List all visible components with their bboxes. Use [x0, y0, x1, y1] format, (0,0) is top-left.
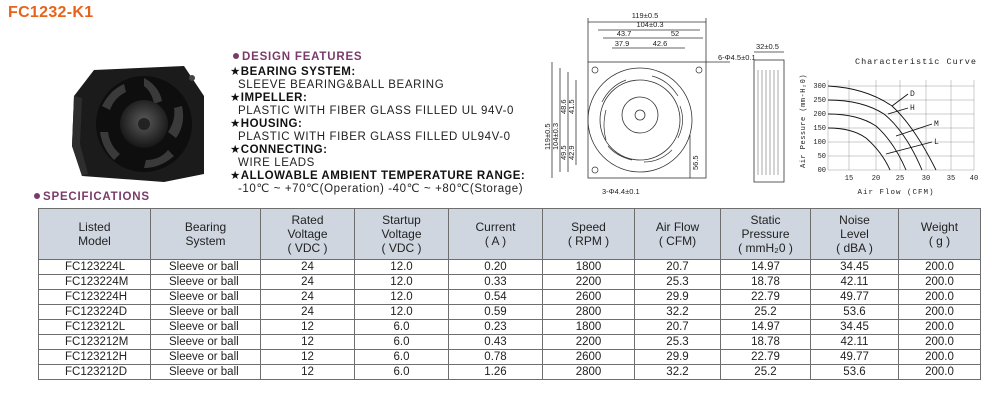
fan-photo	[64, 56, 210, 186]
table-cell: 32.2	[635, 365, 721, 380]
curve-line-l	[828, 128, 890, 170]
product-title: FC1232-K1	[8, 4, 94, 21]
table-cell: Sleeve or ball	[151, 320, 261, 335]
column-header-line: Startup	[382, 213, 421, 227]
table-cell: Sleeve or ball	[151, 350, 261, 365]
column-header	[449, 209, 543, 260]
table-cell: 200.0	[899, 320, 981, 335]
table-cell: 24	[261, 290, 355, 305]
dim-label: 32±0.5	[756, 42, 779, 51]
table-cell: Sleeve or ball	[151, 365, 261, 380]
table-cell: 42.11	[811, 275, 899, 290]
model-cell: FC123224D	[39, 305, 151, 320]
y-tick: 150	[813, 125, 826, 133]
dim-label: 6-Φ4.5±0.1	[718, 53, 756, 62]
dim-label: 41.5	[567, 99, 576, 114]
table-cell: 0.20	[449, 260, 543, 275]
dim-label: 42.6	[652, 39, 668, 48]
table-row	[39, 335, 981, 350]
specifications-heading: SPECIFICATIONS	[34, 191, 150, 203]
dim-label: 104±0.3	[636, 20, 664, 29]
dim-label: 42.9	[567, 145, 576, 160]
series-label: H	[910, 104, 915, 113]
table-cell: 29.9	[635, 290, 721, 305]
curve-line-h	[828, 100, 922, 170]
table-cell: 53.6	[811, 365, 899, 380]
model-cell: FC123224L	[39, 260, 151, 275]
curve-title: Characteristic Curve	[854, 57, 978, 67]
column-header-line: Listed	[78, 220, 111, 234]
dim-label: 3-Φ4.4±0.1	[602, 187, 640, 196]
column-header-line: Air Flow	[655, 220, 700, 234]
column-header	[355, 209, 449, 260]
specifications-table	[38, 208, 981, 380]
column-header-line: ( mmH₂0 )	[738, 241, 793, 255]
column-header	[635, 209, 721, 260]
table-cell: 18.78	[721, 275, 811, 290]
model-cell: FC123212M	[39, 335, 151, 350]
table-cell: 18.78	[721, 335, 811, 350]
column-header-line: Model	[78, 234, 111, 248]
series-label: D	[910, 90, 915, 99]
column-header-line: ( dBA )	[836, 241, 873, 255]
feature-value: PLASTIC WITH FIBER GLASS FILLED UL 94V-0	[238, 105, 515, 117]
dim-label: 37.9	[614, 39, 630, 48]
y-tick: 00	[817, 167, 826, 175]
characteristic-curve	[796, 50, 992, 200]
table-cell: 12	[261, 365, 355, 380]
table-cell: 25.3	[635, 335, 721, 350]
table-cell: 2600	[543, 290, 635, 305]
column-header-line: ( VDC )	[381, 241, 422, 255]
table-cell: 34.45	[811, 260, 899, 275]
table-cell: Sleeve or ball	[151, 260, 261, 275]
column-header-line: Voltage	[381, 227, 422, 241]
column-header-line: ( VDC )	[287, 241, 328, 255]
table-cell: 12.0	[355, 275, 449, 290]
x-tick: 25	[895, 175, 905, 183]
table-cell: 1800	[543, 320, 635, 335]
table-cell: 200.0	[899, 260, 981, 275]
dim-label: 104±0.3	[551, 122, 560, 150]
column-header-line: ( RPM )	[567, 234, 610, 248]
table-cell: 24	[261, 275, 355, 290]
y-tick: 200	[813, 111, 826, 119]
y-tick: 50	[817, 153, 826, 161]
x-axis-label: Air Flow (CFM)	[857, 189, 935, 197]
table-cell: 1800	[543, 260, 635, 275]
table-row	[39, 305, 981, 320]
column-header	[261, 209, 355, 260]
column-header	[721, 209, 811, 260]
table-cell: 14.97	[721, 260, 811, 275]
column-header-line: Static	[750, 213, 781, 227]
table-cell: 0.54	[449, 290, 543, 305]
table-row	[39, 320, 981, 335]
dim-label: 119±0.5	[631, 11, 659, 20]
table-cell: 200.0	[899, 290, 981, 305]
x-tick: 35	[946, 175, 956, 183]
column-header-line: Pressure	[741, 227, 790, 241]
feature-label: ★HOUSING:	[230, 118, 303, 130]
column-header-line: Noise	[839, 213, 870, 227]
model-cell: FC123224M	[39, 275, 151, 290]
bullet-dot-icon	[233, 53, 239, 59]
table-cell: 53.6	[811, 305, 899, 320]
table-cell: 2600	[543, 350, 635, 365]
feature-label: ★BEARING SYSTEM:	[230, 66, 356, 78]
table-cell: 1.26	[449, 365, 543, 380]
y-tick: 300	[813, 83, 826, 91]
table-cell: 0.33	[449, 275, 543, 290]
feature-label: ★CONNECTING:	[230, 144, 328, 156]
column-header-line: Current	[475, 220, 516, 234]
table-cell: 6.0	[355, 350, 449, 365]
feature-label: ★IMPELLER:	[230, 92, 308, 104]
table-cell: 6.0	[355, 320, 449, 335]
table-cell: Sleeve or ball	[151, 290, 261, 305]
model-cell: FC123212L	[39, 320, 151, 335]
table-cell: 0.59	[449, 305, 543, 320]
column-header	[39, 209, 151, 260]
table-cell: Sleeve or ball	[151, 305, 261, 320]
table-cell: 12.0	[355, 290, 449, 305]
column-header-line: ( g )	[928, 234, 951, 248]
column-header-line: ( A )	[484, 234, 507, 248]
table-cell: 42.11	[811, 335, 899, 350]
table-cell: 6.0	[355, 365, 449, 380]
x-tick: 20	[871, 175, 881, 183]
table-header-row	[39, 209, 981, 260]
series-label: M	[934, 120, 939, 129]
model-cell: FC123224H	[39, 290, 151, 305]
y-axis-label: Air Pessure (mm-H₂0)	[800, 73, 808, 168]
column-header	[811, 209, 899, 260]
table-cell: 32.2	[635, 305, 721, 320]
table-cell: 12	[261, 335, 355, 350]
table-cell: 200.0	[899, 365, 981, 380]
table-cell: 2800	[543, 305, 635, 320]
dim-label: 52	[670, 29, 680, 38]
table-cell: 25.3	[635, 275, 721, 290]
table-row	[39, 260, 981, 275]
model-cell: FC123212H	[39, 350, 151, 365]
bullet-dot-icon	[34, 193, 40, 199]
table-row	[39, 275, 981, 290]
table-cell: 22.79	[721, 350, 811, 365]
column-header	[543, 209, 635, 260]
table-cell: 6.0	[355, 335, 449, 350]
x-tick: 40	[969, 175, 979, 183]
table-cell: 49.77	[811, 290, 899, 305]
feature-label: ★ALLOWABLE AMBIENT TEMPERATURE RANGE:	[230, 170, 526, 182]
feature-value: -10℃ ~ +70℃(Operation) -40℃ ~ +80℃(Storage)	[238, 183, 524, 195]
table-cell: 2200	[543, 335, 635, 350]
table-cell: 25.2	[721, 365, 811, 380]
dim-label: 56.5	[691, 155, 700, 170]
table-cell: Sleeve or ball	[151, 335, 261, 350]
table-cell: 0.43	[449, 335, 543, 350]
x-tick: 15	[844, 175, 854, 183]
feature-value: SLEEVE BEARING&BALL BEARING	[238, 79, 445, 91]
series-label: L	[934, 138, 939, 147]
table-cell: 12.0	[355, 305, 449, 320]
table-cell: 0.23	[449, 320, 543, 335]
column-header-line: Voltage	[287, 227, 328, 241]
column-header	[151, 209, 261, 260]
table-cell: 20.7	[635, 320, 721, 335]
column-header-line: Rated	[291, 213, 324, 227]
y-tick: 250	[813, 97, 826, 105]
table-cell: 200.0	[899, 305, 981, 320]
feature-value: PLASTIC WITH FIBER GLASS FILLED UL94V-0	[238, 131, 511, 143]
table-cell: 14.97	[721, 320, 811, 335]
model-cell: FC123212D	[39, 365, 151, 380]
table-cell: 2200	[543, 275, 635, 290]
table-cell: 200.0	[899, 350, 981, 365]
table-cell: 49.77	[811, 350, 899, 365]
dim-label: 119±0.5	[543, 123, 552, 150]
table-row	[39, 350, 981, 365]
table-cell: 200.0	[899, 335, 981, 350]
dim-label: 49.5	[559, 145, 568, 160]
table-row	[39, 290, 981, 305]
table-cell: 24	[261, 305, 355, 320]
column-header-line: ( CFM)	[658, 234, 697, 248]
table-cell: Sleeve or ball	[151, 275, 261, 290]
table-cell: 22.79	[721, 290, 811, 305]
table-cell: 12	[261, 350, 355, 365]
table-cell: 0.78	[449, 350, 543, 365]
table-cell: 29.9	[635, 350, 721, 365]
table-cell: 2800	[543, 365, 635, 380]
dimension-drawing	[540, 10, 795, 200]
table-cell: 200.0	[899, 275, 981, 290]
table-cell: 25.2	[721, 305, 811, 320]
design-features-heading: DESIGN FEATURES	[233, 51, 362, 63]
feature-value: WIRE LEADS	[238, 157, 315, 169]
y-tick: 100	[813, 139, 826, 147]
table-cell: 20.7	[635, 260, 721, 275]
x-tick: 30	[921, 175, 931, 183]
dim-label: 48.6	[559, 99, 568, 114]
column-header-line: System	[185, 234, 226, 248]
dim-label: 43.7	[616, 29, 632, 38]
column-header-line: Level	[840, 227, 869, 241]
column-header-line: Speed	[571, 220, 606, 234]
column-header-line: Bearing	[184, 220, 227, 234]
column-header-line: Weight	[920, 220, 959, 234]
table-cell: 12	[261, 320, 355, 335]
column-header	[899, 209, 981, 260]
table-cell: 24	[261, 260, 355, 275]
table-cell: 34.45	[811, 320, 899, 335]
table-cell: 12.0	[355, 260, 449, 275]
table-row	[39, 365, 981, 380]
